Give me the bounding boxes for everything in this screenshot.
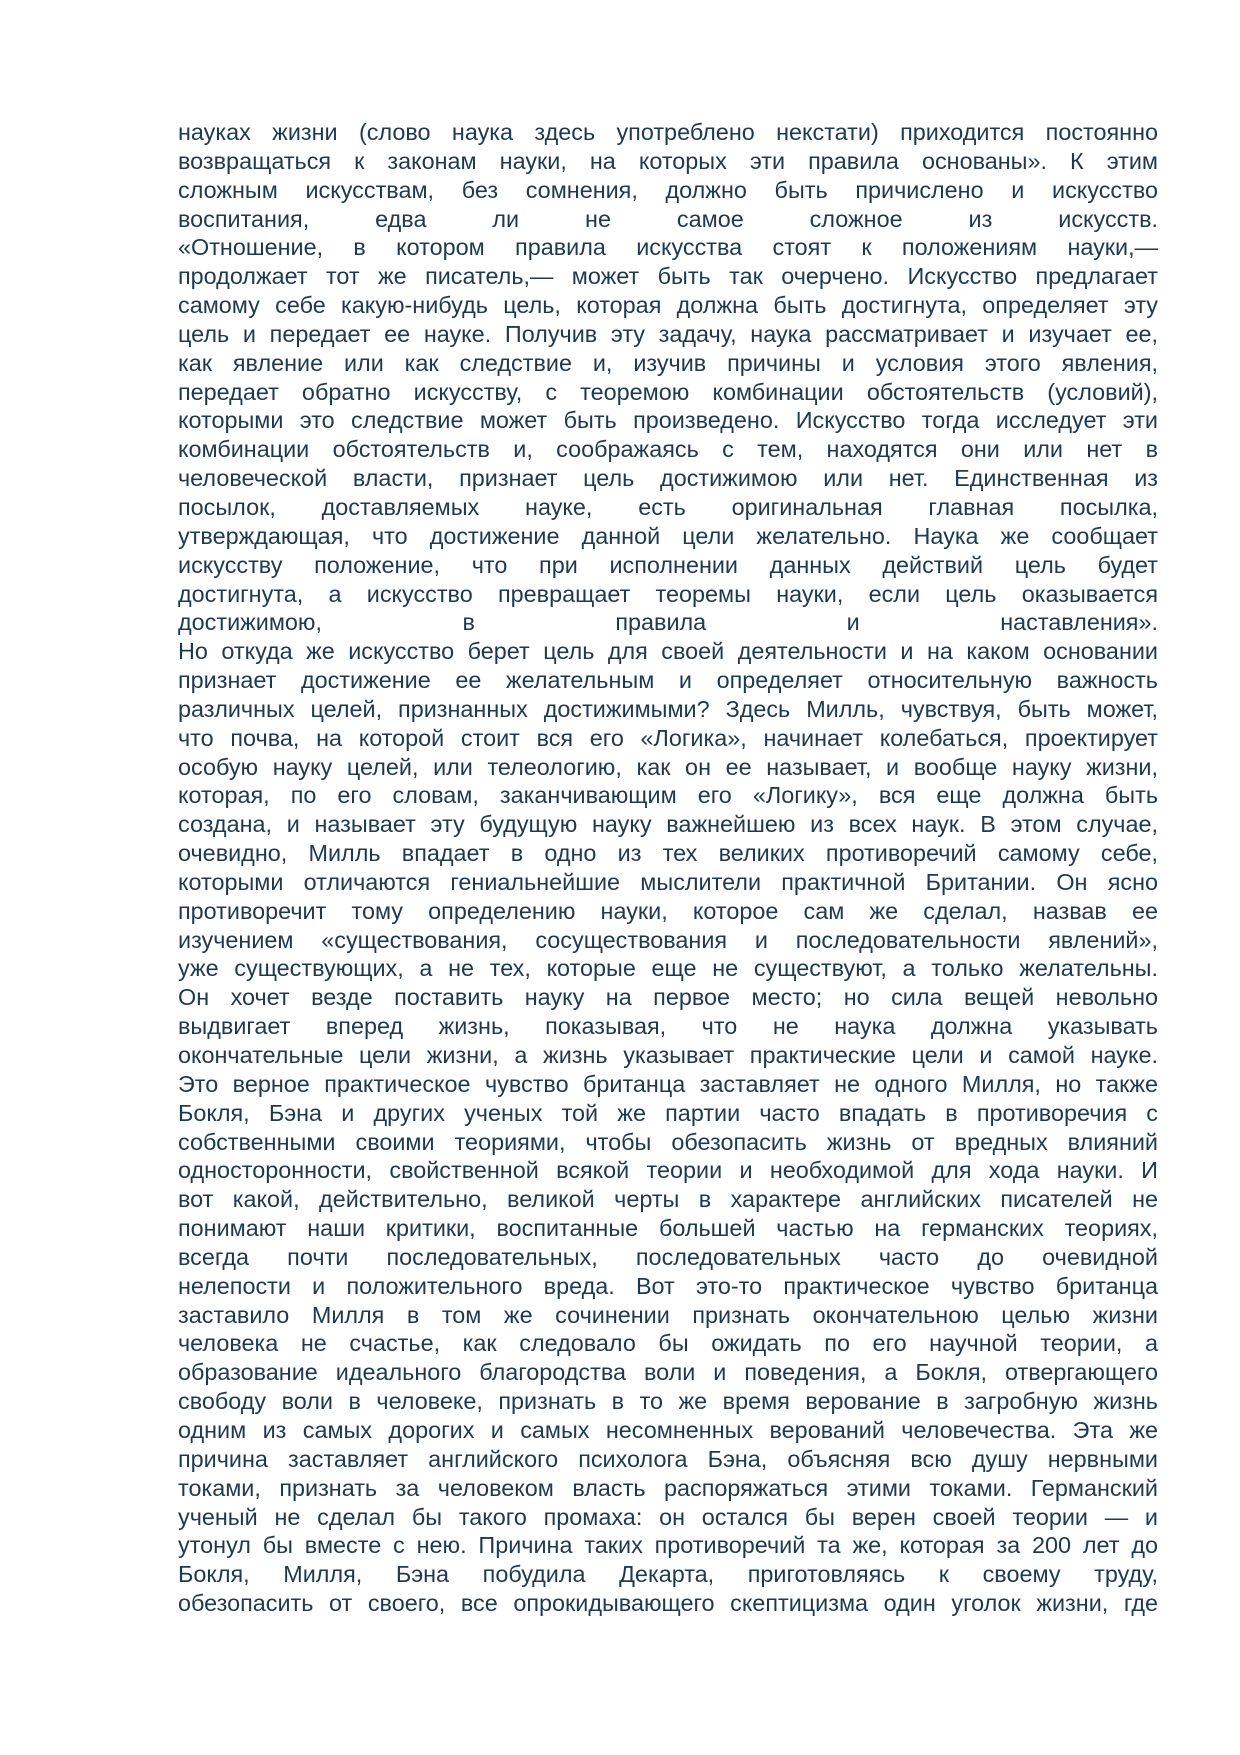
text-line: «Отношение, в котором правила искусства стоят к положениям науки,—	[178, 234, 1158, 261]
text-line: комбинации обстоятельств и, соображаясь с тем, находятся они или нет в	[178, 436, 1158, 463]
text-line: которыми это следствие может быть произведено. Искусство тогда исследует эти	[178, 407, 1158, 434]
text-line: достигнута, а искусство превращает теоремы науки, если цель оказывается	[178, 580, 1158, 607]
text-line: всегда почти последовательных, последовательных часто до очевидной	[178, 1243, 1158, 1270]
text-line: токами, признать за человеком власть распоряжаться этими токами. Германский	[178, 1474, 1158, 1501]
text-line: Он хочет везде поставить науку на первое место; но сила вещей невольно	[178, 984, 1158, 1011]
text-line: передает обратно искусству, с теоремою комбинации обстоятельств (условий),	[178, 378, 1158, 405]
text-line: уже существующих, а не тех, которые еще не существуют, а только желательны.	[178, 955, 1158, 982]
text-line: образование идеального благородства воли и поведения, а Бокля, отвергающего	[178, 1359, 1158, 1386]
text-line: свободу воли в человеке, признать в то же время верование в загробную жизнь	[178, 1388, 1158, 1415]
text-line: утонул бы вместе с нею. Причина таких противоречий та же, которая за 200 лет до	[178, 1532, 1158, 1559]
text-line: Но откуда же искусство берет цель для своей деятельности и на каком основании	[178, 638, 1158, 665]
text-line: собственными своими теориями, чтобы обезопасить жизнь от вредных влияний	[178, 1128, 1158, 1155]
text-line: цель и передает ее науке. Получив эту задачу, наука рассматривает и изучает ее,	[178, 320, 1158, 347]
text-line: окончательные цели жизни, а жизнь указывает практические цели и самой науке.	[178, 1042, 1158, 1068]
text-line: создана, и называет эту будущую науку важнейшею из всех наук. В этом случае,	[178, 811, 1158, 838]
text-line: возвращаться к законам науки, на которых эти правила основаны». К этим	[178, 147, 1158, 174]
text-line: односторонности, свойственной всякой теории и необходимой для хода науки. И	[178, 1157, 1158, 1184]
text-line: заставило Милля в том же сочинении признать окончательною целью жизни	[178, 1301, 1158, 1328]
text-line: ученый не сделал бы такого промаха: он остался бы верен своей теории — и	[178, 1503, 1158, 1530]
text-line: понимают наши критики, воспитанные большей частью на германских теориях,	[178, 1215, 1158, 1242]
text-line: искусству положение, что при исполнении данных действий цель будет	[178, 551, 1158, 578]
text-line: которая, по его словам, заканчивающим его «Логику», вся еще должна быть	[178, 782, 1158, 809]
body-text	[178, 118, 1158, 1618]
text-line: противоречит тому определению науки, которое сам же сделал, назвав ее	[178, 897, 1158, 924]
text-line: выдвигает вперед жизнь, показывая, что не наука должна указывать	[178, 1013, 1158, 1040]
text-line: причина заставляет английского психолога Бэна, объясняя всю душу нервными	[178, 1445, 1158, 1472]
text-line: самому себе какую-нибудь цель, которая должна быть достигнута, определяет эту	[178, 292, 1158, 319]
text-line: различных целей, признанных достижимыми? Здесь Милль, чувствуя, быть может,	[178, 695, 1158, 722]
text-line: как явление или как следствие и, изучив причины и условия этого явления,	[178, 349, 1158, 376]
text-line: воспитания, едва ли не самое сложное из искусств.	[178, 205, 1158, 232]
text-line: продолжает тот же писатель,— может быть так очерчено. Искусство предлагает	[178, 263, 1158, 290]
text-line: Бокля, Милля, Бэна побудила Декарта, приготовляясь к своему труду,	[178, 1561, 1158, 1588]
text-line: человека не счастье, как следовало бы ожидать по его научной теории, а	[178, 1330, 1158, 1357]
text-line: достижимою, в правила и наставления».	[178, 609, 1158, 636]
text-line: нелепости и положительного вреда. Вот это-то практическое чувство британца	[178, 1272, 1158, 1299]
text-line: признает достижение ее желательным и определяет относительную важность	[178, 667, 1158, 694]
text-line: что почва, на которой стоит вся его «Логика», начинает колебаться, проектирует	[178, 724, 1158, 751]
text-line: сложным искусствам, без сомнения, должно быть причислено и искусство	[178, 176, 1158, 203]
text-line: науках жизни (слово наука здесь употреблено некстати) приходится постоянно	[178, 119, 1158, 145]
text-line: посылок, доставляемых науке, есть оригинальная главная посылка,	[178, 493, 1158, 520]
text-line: человеческой власти, признает цель достижимою или нет. Единственная из	[178, 465, 1158, 492]
text-line: очевидно, Милль впадает в одно из тех великих противоречий самому себе,	[178, 840, 1158, 867]
text-line: Это верное практическое чувство британца заставляет не одного Милля, но также	[178, 1070, 1158, 1097]
text-line: особую науку целей, или телеологию, как он ее называет, и вообще науку жизни,	[178, 753, 1158, 780]
text-line: вот какой, действительно, великой черты в характере английских писателей не	[178, 1186, 1158, 1213]
text-line: обезопасить от своего, все опрокидывающего скептицизма один уголок жизни, где	[178, 1590, 1158, 1617]
text-line: которыми отличаются гениальнейшие мыслители практичной Британии. Он ясно	[178, 868, 1158, 895]
text-line: изучением «существования, сосуществования и последовательности явлений»,	[178, 926, 1158, 953]
text-line: Бокля, Бэна и других ученых той же партии часто впадать в противоречия с	[178, 1099, 1158, 1126]
text-line: одним из самых дорогих и самых несомненных верований человечества. Эта же	[178, 1416, 1158, 1443]
text-line: утверждающая, что достижение данной цели желательно. Наука же сообщает	[178, 522, 1158, 549]
